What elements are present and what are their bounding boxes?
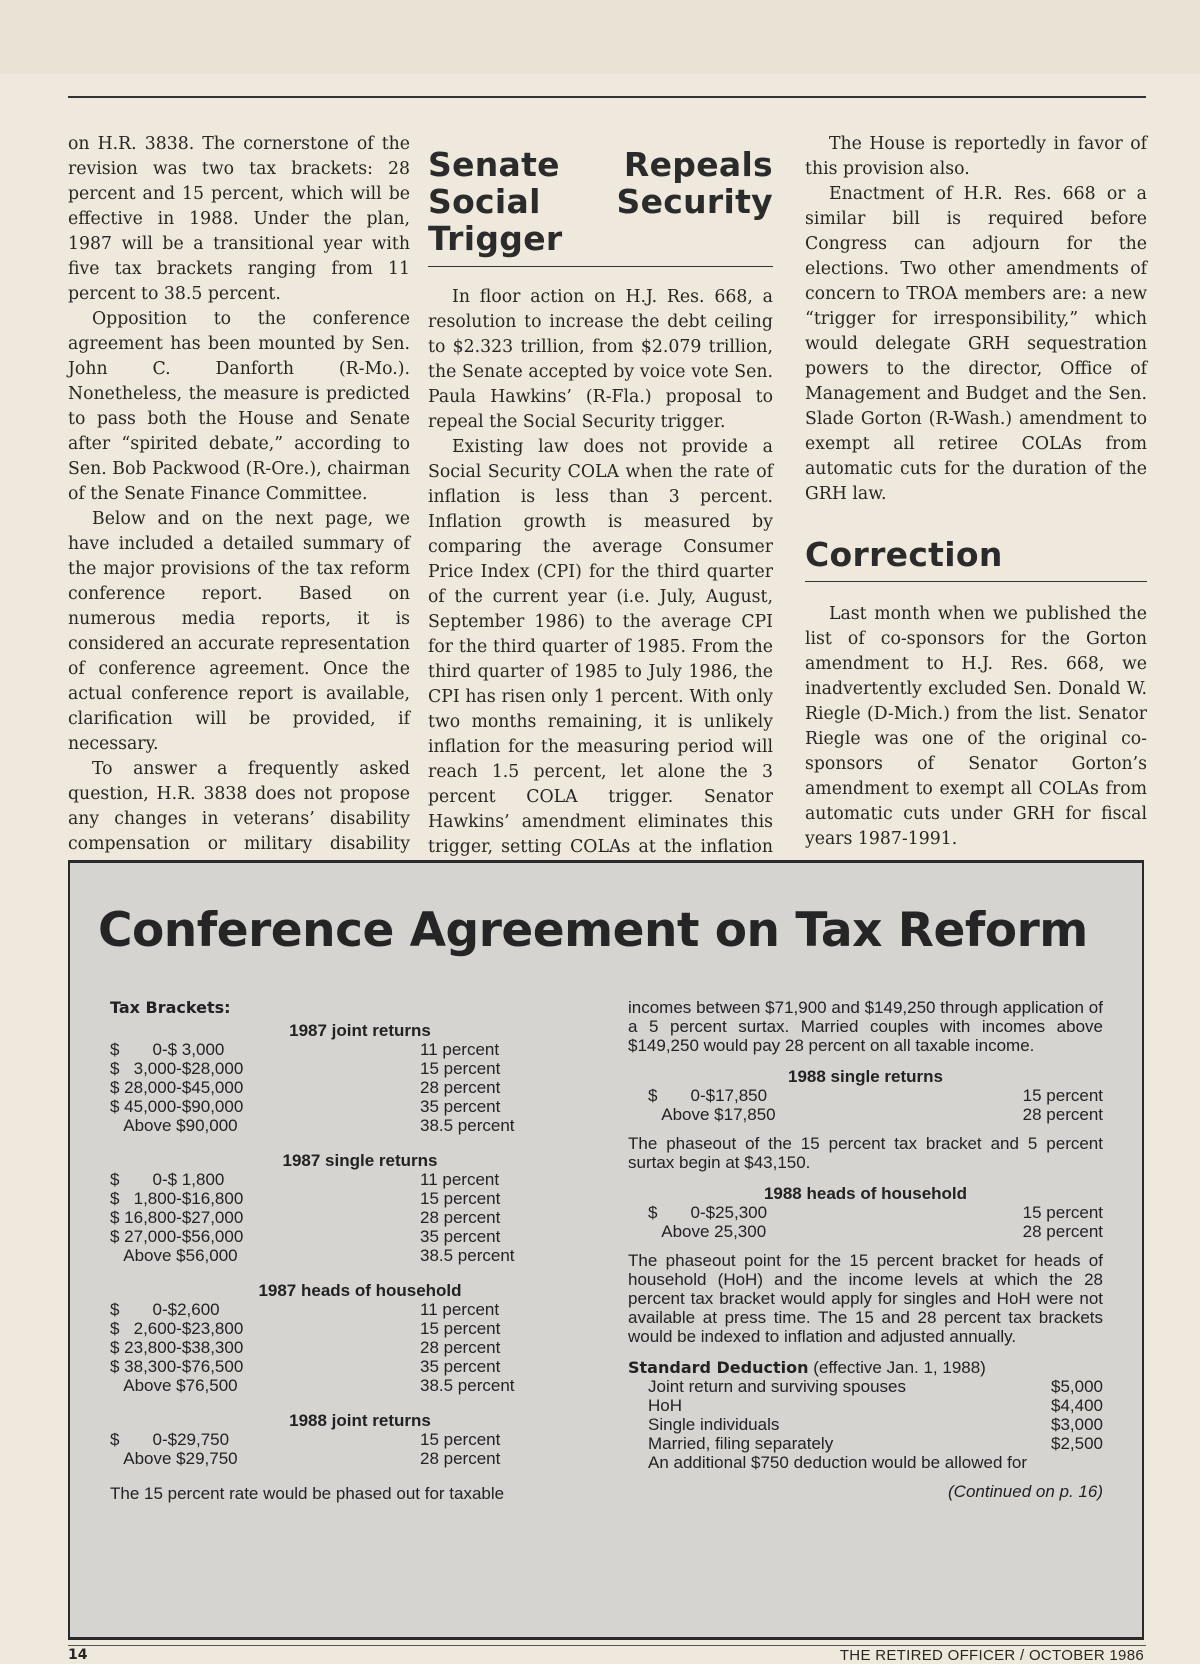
rate-cell: 28 percent [420,1208,501,1227]
table-row [110,1227,610,1246]
range-cell: $ 1,800-$16,800 [110,1189,244,1208]
correction-heading: Correction [805,535,1147,582]
top-band [0,0,1200,74]
left-tail-text: The 15 percent rate would be phased out for taxable [110,1484,505,1503]
senate-heading: Senate Repeals Social Security Trigger [428,146,773,267]
std-amount-cell: $5,000 [1051,1377,1103,1396]
bracket-table [628,1203,1103,1241]
rate-cell: 15 percent [420,1189,501,1208]
table-row [110,1097,610,1116]
table-title: 1988 joint returns [289,1411,431,1430]
phaseout-note: The phaseout of the 15 percent tax bracket and 5 percent surtax begin at $43,150. [628,1134,1103,1172]
bracket-table [110,1170,610,1265]
table-row [110,1376,610,1395]
table-row [110,1078,610,1097]
rate-cell: 28 percent [1022,1222,1103,1241]
range-cell: $ 28,000-$45,000 [110,1078,244,1097]
table-row [628,1396,1103,1415]
std-label-cell: Married, filing separately [648,1434,834,1453]
range-cell: $ 3,000-$28,000 [110,1059,244,1078]
range-cell: $ 0-$29,750 [110,1430,230,1449]
table-row [110,1208,610,1227]
range-cell: $ 0-$ 3,000 [110,1040,225,1059]
range-cell: $ 27,000-$56,000 [110,1227,244,1246]
tax-reform-box [68,860,1144,1640]
table-row [628,1377,1103,1396]
std-amount-cell: $3,000 [1051,1415,1103,1434]
table-title: 1987 heads of household [258,1281,462,1300]
col1-paragraph: on H.R. 3838. The cornerstone of the revision was two tax brackets: 28 percent and 15 percent, which will be effective in 1988. Under the plan, 1987 will be a transitional year with five tax brackets ranging from 11 percent to 38.5 percent. [68,134,410,304]
std-label-cell: Single individuals [648,1415,780,1434]
bracket-table [110,1430,610,1468]
col2-paragraph: In floor action on H.J. Res. 668, a resolution to increase the debt ceiling to $2.323 trillion, from $2.079 trillion, the Senate accepted by voice vote Sen. Paula Hawkins’ (R-Fla.) proposal to repeal the Social Security trigger. [428,287,773,432]
col1-paragraph: To answer a frequently asked question, H.R. 3838 does not propose any changes in veterans’ disability compensation or military disability [68,759,410,854]
table-row [628,1222,1103,1241]
publication-line: THE RETIRED OFFICER / OCTOBER 1986 [839,1647,1144,1664]
table-row [110,1059,610,1078]
continued-note: (Continued on p. 16) [948,1482,1103,1501]
range-cell: Above $76,500 [110,1376,238,1395]
table-row [110,1116,610,1135]
table-row [628,1086,1103,1105]
std-label-cell: Joint return and surviving spouses [648,1377,906,1396]
range-cell: $ 38,300-$76,500 [110,1357,244,1376]
box-left-column [110,998,610,1503]
rate-cell: 15 percent [1022,1203,1103,1222]
range-cell: $ 0-$ 1,800 [110,1170,225,1189]
table-row [628,1203,1103,1222]
rate-cell: 28 percent [420,1338,501,1357]
table-row [628,1415,1103,1434]
bracket-table [110,1300,610,1395]
table-row [110,1040,610,1059]
col2-paragraph: Existing law does not provide a Social Security COLA when the rate of inflation is less than 3 percent. Inflation growth is measured by comparing the average Consumer Price Index (CPI) for the third quarter of the current year (i.e. July, August, September 1986) to the average CPI for the third quarter of 1985. From the third quarter of 1985 to July 1986, the CPI has risen only 1 percent. With only two months remaining, it is unlikely inflation for the measuring period will reach 1.5 percent, let alone the 3 percent COLA trigger. Senator Hawkins’ amendment eliminates this trigger, setting COLAs at the inflation [428,437,773,857]
col1-paragraph: Opposition to the conference agreement has been mounted by Sen. John C. Danforth (R-Mo.). Nonetheless, the measure is predicted to pass both the House and Senate after “spirited debate,” according to Sen. Bob Packwood (R-Ore.), chairman of the Senate Finance Committee. [68,309,410,504]
bracket-table [110,1040,610,1135]
std-label: Standard Deduction [628,1358,809,1377]
table-title: 1987 joint returns [289,1021,431,1040]
rate-cell: 11 percent [420,1040,500,1059]
std-amount-cell: $4,400 [1051,1396,1103,1415]
table-row [110,1430,610,1449]
top-rule [68,96,1146,98]
table-title: 1988 single returns [788,1067,943,1086]
standard-deduction-table [628,1377,1103,1453]
bottom-rule [68,1645,1146,1646]
range-cell: $ 23,800-$38,300 [110,1338,244,1357]
table-row [110,1449,610,1468]
rate-cell: 38.5 percent [420,1116,515,1135]
right-intro: incomes between $71,900 and $149,250 through application of a 5 percent surtax. Married couples with incomes above $149,250 would pay 28 percent on all taxable income. [628,998,1103,1055]
rate-cell: 15 percent [1022,1086,1103,1105]
range-cell: $ 0-$17,850 [648,1086,768,1105]
table-row [110,1300,610,1319]
column-2 [428,132,773,885]
rate-cell: 28 percent [420,1449,501,1468]
box-title: Conference Agreement on Tax Reform [98,903,1088,958]
page-number: 14 [68,1647,88,1663]
std-effective: (effective Jan. 1, 1988) [808,1358,986,1377]
std-amount-cell: $2,500 [1051,1434,1103,1453]
table-row [628,1434,1103,1453]
col1-paragraph: Below and on the next page, we have included a detailed summary of the major provisions of the tax reform conference report. Based on numerous media reports, it is considered an accurate representation of conference agreement. Once the actual conference report is available, clarification will be provided, if necessary. [68,509,410,754]
tax-brackets-label: Tax Brackets: [110,998,231,1017]
column-3 [805,132,1147,852]
table-row [110,1338,610,1357]
column-1 [68,132,410,882]
box-right-column [628,998,1103,1501]
table-title: 1987 single returns [282,1151,438,1170]
additional-deduction: An additional $750 deduction would be allowed for [648,1453,1027,1472]
range-cell: Above $56,000 [110,1246,238,1265]
range-cell: Above $90,000 [110,1116,238,1135]
standard-deduction-heading [628,1358,1103,1377]
col3-paragraph: Enactment of H.R. Res. 668 or a similar bill is required before Congress can adjourn for the elections. Two other amendments of concern to TROA members are: a new “trigger for irresponsibility,” which would delegate GRH sequestration powers to the director, Office of Management and Budget and the Sen. Slade Gorton (R-Wash.) amendment to exempt all retiree COLAs from automatic cuts for the duration of the GRH law. [805,184,1147,504]
rate-cell: 35 percent [420,1227,501,1246]
rate-cell: 28 percent [420,1078,501,1097]
bracket-table [628,1086,1103,1124]
table-row [110,1357,610,1376]
range-cell: $ 16,800-$27,000 [110,1208,244,1227]
col3-paragraph: The House is reportedly in favor of this provision also. [805,134,1147,179]
rate-cell: 38.5 percent [420,1376,515,1395]
table-row [110,1189,610,1208]
range-cell: $ 45,000-$90,000 [110,1097,244,1116]
table-title: 1988 heads of household [763,1184,968,1203]
rate-cell: 35 percent [420,1357,501,1376]
rate-cell: 11 percent [420,1170,500,1189]
table-row [628,1105,1103,1124]
range-cell: $ 2,600-$23,800 [110,1319,244,1338]
hoh-note: The phaseout point for the 15 percent bracket for heads of household (HoH) and the income levels at which the 28 percent tax bracket would apply for singles and HoH were not available at press time. The 15 and 28 percent tax brackets would be indexed to inflation and adjusted annually. [628,1251,1103,1346]
table-row [110,1246,610,1265]
table-row [110,1170,610,1189]
rate-cell: 11 percent [420,1300,500,1319]
table-row [110,1319,610,1338]
range-cell: Above $29,750 [110,1449,238,1468]
rate-cell: 15 percent [420,1319,501,1338]
correction-text: Last month when we published the list of co-sponsors for the Gorton amendment to H.J. Res. 668, we inadvertently excluded Sen. Donald W. Riegle (D-Mich.) from the list. Senator Riegle was one of the original co-sponsors of Senator Gorton’s amendment to exempt all COLAs from automatic cuts under GRH for fiscal years 1987-1991. [805,604,1147,849]
range-cell: Above 25,300 [648,1222,767,1241]
rate-cell: 35 percent [420,1097,501,1116]
rate-cell: 38.5 percent [420,1246,515,1265]
range-cell: $ 0-$2,600 [110,1300,220,1319]
range-cell: $ 0-$25,300 [648,1203,768,1222]
rate-cell: 15 percent [420,1059,501,1078]
std-label-cell: HoH [648,1396,683,1415]
rate-cell: 15 percent [420,1430,501,1449]
range-cell: Above $17,850 [648,1105,776,1124]
rate-cell: 28 percent [1022,1105,1103,1124]
